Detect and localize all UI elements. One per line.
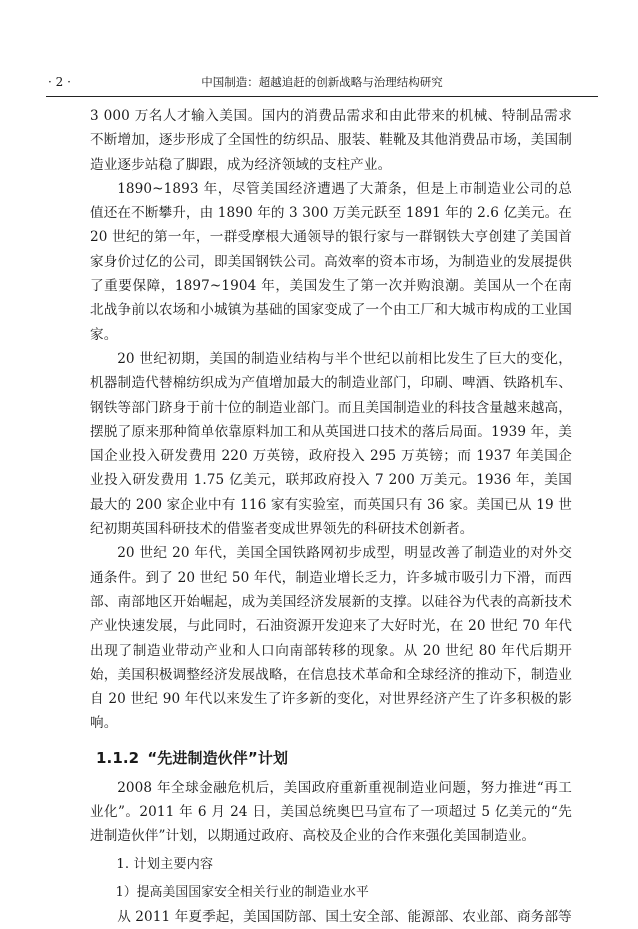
section-title: “先进制造伙伴”计划 <box>147 748 289 767</box>
paragraph-3: 20 世纪初期，美国的制造业结构与半个世纪以前相比发生了巨大的变化，机器制造代替棉纺织成为产值增加最大的制造业部门，印刷、啤酒、铁路机车、钢铁等部门跻身于前十位的制造业部门。而且美国制造业的科技含量越来越高，摆脱了原来那种简单依靠原料加工和从英国进口技术的落后局面。1939 年，美国企业投入研发费用 220 万英镑，政府投入 295 万英镑；而 1937 年美国企业投入研发费用 1.75 亿美元，联邦政府投入 7 200 万美元。1936 年，美国最大的 200 家企业中有 116 家有实验室，而英国只有 36 家。美国已从 19 世纪初期英国科研技术的借鉴者变成世界领先的科研技术创新者。 <box>90 350 572 538</box>
subheading-1: 1. 计划主要内容 <box>116 856 214 872</box>
paragraph-4: 20 世纪 20 年代，美国全国铁路网初步成型，明显改善了制造业的对外交通条件。到了 20 世纪 50 年代，制造业增长乏力，许多城市吸引力下滑，而西部、南部地区开始崛起，成为美国经济发展新的支撑。以硅谷为代表的高新技术产业快速发展，与此同时，石油资源开发迎来了大好时光，在 20 世纪 70 年代出现了制造业带动产业和人口向南部转移的现象。从 20 世纪 80 年代后期开始，美国积极调整经济发展战略，在信息技术革命和全球经济的推动下，制造业自 20 世纪 90 年代以来发生了许多新的变化，对世界经济产生了许多积极的影响。 <box>90 545 572 732</box>
paragraph-5: 2008 年全球金融危机后，美国政府重新重视制造业问题，努力推进“再工业化”。2011 年 6 月 24 日，美国总统奥巴马宣布了一项超过 5 亿美元的“先进制造伙伴”计划，以期通过政府、高校及企业的合作来强化美国制造业。 <box>90 779 572 845</box>
page-number: · 2 · <box>48 75 71 89</box>
paragraph-2: 1890~1893 年，尽管美国经济遭遇了大萧条，但是上市制造业公司的总值还在不断攀升，由 1890 年的 3 300 万美元跃至 1891 年的 2.6 亿美元。在 20 世纪的第一年，一群受摩根大通领导的银行家与一群钢铁大亨创建了美国首家身价过亿的公司，即美国钢铁公司。高效率的资本市场，为制造业的发展提供了重要保障，1897~1904 年，美国发生了第一次并购浪潮。美国从一个在南北战争前以农场和小城镇为基础的国家变成了一个由工厂和大城市构成的工业国家。 <box>90 180 572 343</box>
paragraph-1: 3 000 万名人才输入美国。国内的消费品需求和由此带来的机械、特制品需求不断增加，逐步形成了全国性的纺织品、服装、鞋靴及其他消费品市场，美国制造业逐步站稳了脚跟，成为经济领域的支柱产业。 <box>90 108 572 173</box>
paragraph-6: 从 2011 年夏季起，美国国防部、国土安全部、能源部、农业部、商务部等 <box>117 908 572 925</box>
running-title: 中国制造：超越追赶的创新战略与治理结构研究 <box>201 75 443 89</box>
page-body <box>90 104 572 929</box>
section-number: 1.1.2 <box>96 748 140 767</box>
subheading-2: 1）提高美国国家安全相关行业的制造业水平 <box>115 884 369 900</box>
section-heading <box>90 746 572 770</box>
header-rule <box>46 96 598 97</box>
page-header <box>46 72 598 92</box>
